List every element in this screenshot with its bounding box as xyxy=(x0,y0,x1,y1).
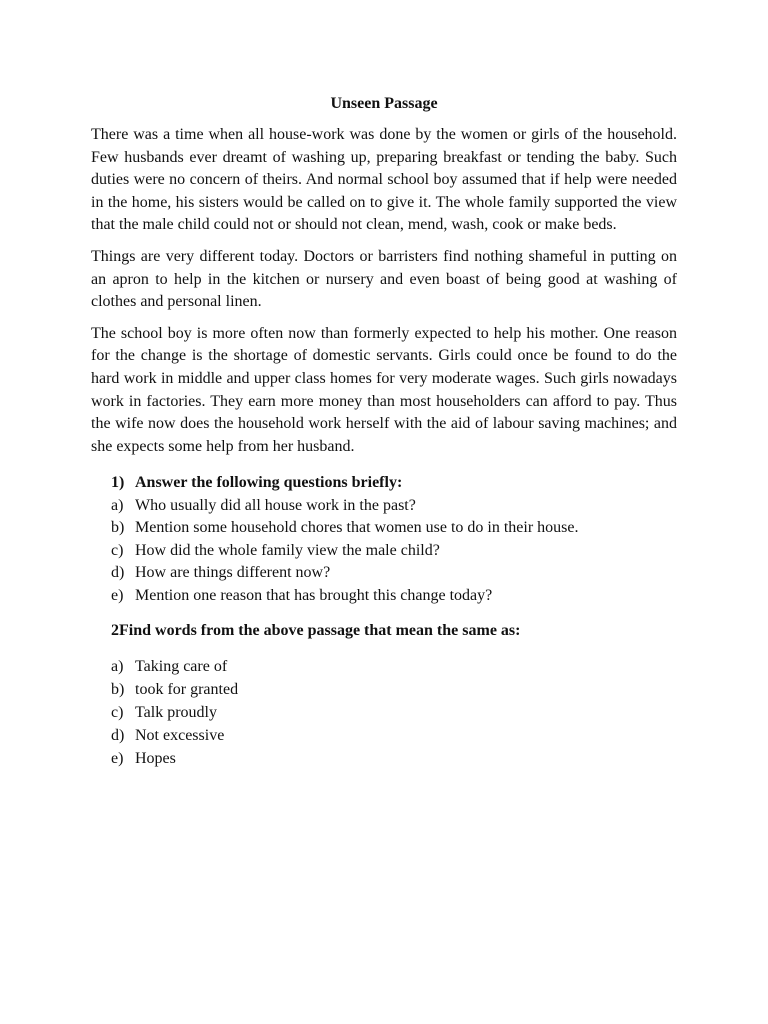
word-text: Taking care of xyxy=(135,657,228,675)
question-item xyxy=(111,585,677,608)
word-letter: b) xyxy=(111,680,125,698)
word-letter: c) xyxy=(111,703,124,721)
word-item xyxy=(111,724,677,747)
question-text: Mention one reason that has brought this change today? xyxy=(135,586,493,604)
word-text: Talk proudly xyxy=(135,703,217,721)
passage-paragraph-3: The school boy is more often now than formerly expected to help his mother. One reason for the change is the shortage of domestic servants. Girls could once be found to do the hard work in middle and upper class homes for very moderate wages. Such girls nowadays work in factories. They earn more money than most householders can afford to pay. Thus the wife now does the household work herself with the aid of labour saving machines; and she expects some help from her husband. xyxy=(91,324,677,455)
section1-heading xyxy=(111,472,677,495)
section2-heading: 2Find words from the above passage that mean the same as: xyxy=(111,622,521,640)
question-letter: c) xyxy=(111,541,124,559)
question-letter: d) xyxy=(111,564,125,582)
word-text: Hopes xyxy=(135,749,176,767)
question-letter: b) xyxy=(111,519,125,537)
question-item xyxy=(111,540,677,563)
question-text: How did the whole family view the male child? xyxy=(135,541,440,559)
passage-paragraph-2: Things are very different today. Doctors or barristers find nothing shameful in putting on an apron to help in the kitchen or nursery and even boast of being good at washing of clothes and personal linen. xyxy=(91,247,677,311)
question-item xyxy=(111,495,677,518)
question-list xyxy=(91,495,677,608)
word-letter: a) xyxy=(111,657,124,675)
word-text: Not excessive xyxy=(135,726,225,744)
section1-number: 1) xyxy=(111,474,125,492)
question-text: Mention some household chores that women use to do in their house. xyxy=(135,519,579,537)
question-text: Who usually did all house work in the past? xyxy=(135,496,416,514)
document-page xyxy=(91,93,677,770)
word-item xyxy=(111,655,677,678)
word-letter: e) xyxy=(111,749,124,767)
question-item xyxy=(111,517,677,540)
word-item xyxy=(111,747,677,770)
section1-heading-text: Answer the following questions briefly: xyxy=(135,474,403,492)
question-item xyxy=(111,562,677,585)
question-letter: a) xyxy=(111,496,124,514)
word-letter: d) xyxy=(111,726,125,744)
word-item xyxy=(111,701,677,724)
word-list xyxy=(91,655,677,770)
passage-paragraph-1: There was a time when all house-work was done by the women or girls of the household. Few husbands ever dreamt of washing up, preparing breakfast or tending the baby. Such duties were no concern of theirs. And normal school boy assumed that if help were needed in the home, his sisters would be called on to give it. The whole family supported the view that the male child could not or should not clean, mend, wash, cook or make beds. xyxy=(91,126,677,234)
page-title: Unseen Passage xyxy=(330,95,438,112)
question-text: How are things different now? xyxy=(135,564,331,582)
question-letter: e) xyxy=(111,586,124,604)
word-item xyxy=(111,678,677,701)
word-text: took for granted xyxy=(135,680,239,698)
